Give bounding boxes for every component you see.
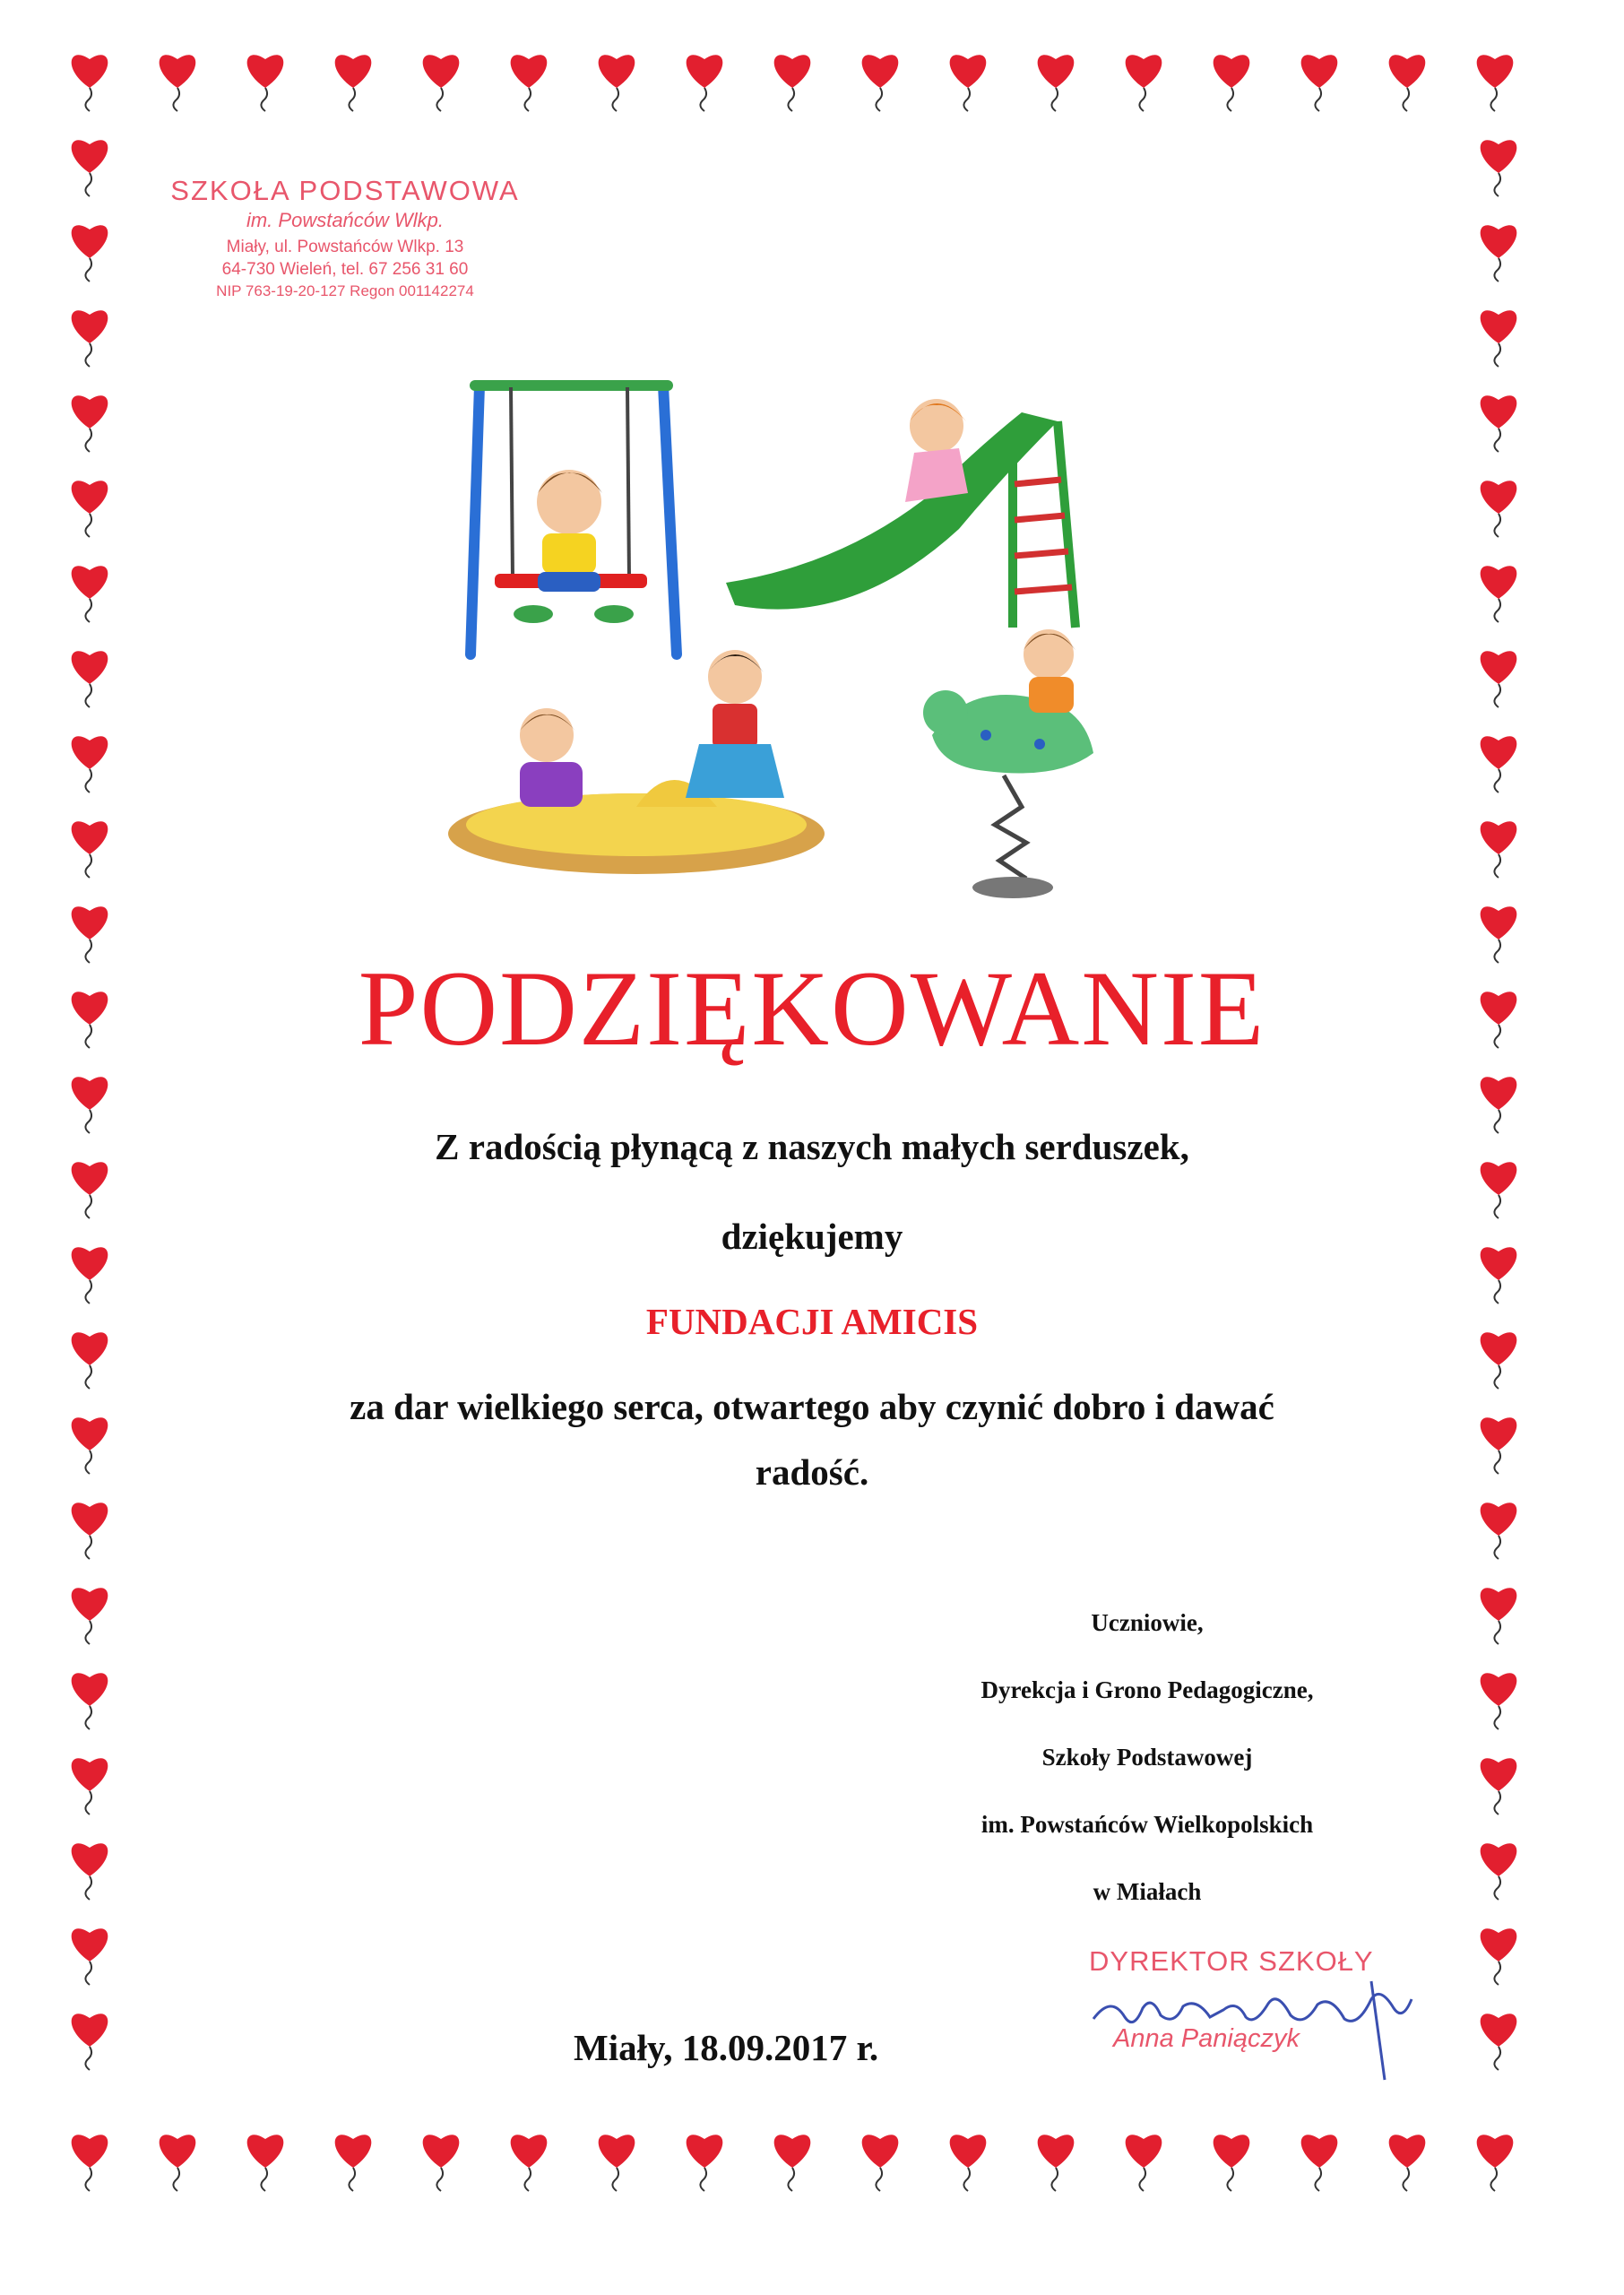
heart-balloon-icon [862,2135,899,2191]
heart-balloon-icon [72,1758,108,1814]
heart-balloon-icon [1481,1843,1517,1900]
heart-balloon-icon [72,395,108,452]
slide-icon [726,399,1075,628]
heart-balloon-icon [160,2135,196,2191]
heart-balloon-icon [72,2135,108,2191]
heart-balloon-icon [72,1162,108,1218]
heart-balloon-icon [1477,2135,1514,2191]
heart-balloon-icon [862,55,899,111]
heart-balloon-icon [1481,736,1517,792]
gift-line-end: radość. [755,1451,869,1493]
spring-rider-icon [923,629,1093,898]
heart-balloon-icon [1481,1758,1517,1814]
heart-balloon-icon [1481,140,1517,196]
signature-place: w Miałach [1093,1878,1202,1905]
heart-balloon-icon [1481,1928,1517,1985]
heart-balloon-icon [72,310,108,367]
heart-balloon-icon [72,1928,108,1985]
heart-balloon-icon [72,481,108,537]
heart-balloon-icon [1301,2135,1338,2191]
sandbox-icon [448,650,825,874]
heart-balloon-icon [1301,55,1338,111]
heart-balloon-icon [1481,651,1517,707]
heart-balloon-icon [511,55,548,111]
stamp-nip-regon: NIP 763-19-20-127 Regon 001142274 [216,282,474,299]
signature-school: Szkoły Podstawowej [1041,1744,1253,1771]
heart-balloon-icon [1481,1247,1517,1303]
heart-balloon-icon [72,2014,108,2070]
heart-balloon-icon [687,2135,723,2191]
heart-balloon-icon [72,1588,108,1644]
heart-balloon-icon [72,1843,108,1900]
heart-balloon-icon [1038,2135,1075,2191]
director-stamp [1075,1945,1452,2054]
heart-balloon-icon [72,566,108,622]
heart-balloon-icon [72,821,108,878]
heart-balloon-icon [72,140,108,196]
heart-balloon-icon [774,55,811,111]
heart-balloon-icon [1481,1503,1517,1559]
intro-line: Z radością płynącą z naszych małych serduszek, [435,1126,1189,1167]
stamp-school-name: SZKOŁA PODSTAWOWA [170,175,520,206]
heart-balloon-icon [1481,1588,1517,1644]
heart-balloon-icon [72,1247,108,1303]
heart-balloon-icon [1481,225,1517,281]
heart-balloon-icon [511,2135,548,2191]
heart-balloon-icon [774,2135,811,2191]
gift-line: za dar wielkiego serca, otwartego aby czynić dobro i dawać [350,1386,1274,1427]
heart-balloon-icon [72,1503,108,1559]
thanks-line: dziękujemy [721,1216,903,1257]
heart-balloon-icon [1481,1077,1517,1133]
heart-balloon-icon [335,2135,372,2191]
heart-balloon-icon [1389,55,1426,111]
heart-balloon-icon [72,55,108,111]
heart-balloon-icon [247,2135,284,2191]
signature-students: Uczniowie, [1091,1609,1204,1636]
heart-balloon-icon [1126,55,1162,111]
heart-balloon-icon [1481,2014,1517,2070]
heart-balloon-icon [72,225,108,281]
director-stamp-title: DYREKTOR SZKOŁY [1089,1945,1374,1977]
stamp-address: Miały, ul. Powstańców Wlkp. 13 [226,238,464,256]
heart-balloon-icon [1481,395,1517,452]
playground-illustration [430,359,1165,914]
heart-balloon-icon [72,1417,108,1474]
heart-balloon-icon [72,1077,108,1133]
heart-balloon-icon [1214,2135,1250,2191]
date-place: Miały, 18.09.2017 r. [574,2027,879,2068]
heart-balloon-icon [72,1673,108,1729]
signature-patron: im. Powstańców Wielkopolskich [980,1811,1314,1838]
heart-balloon-icon [72,1332,108,1389]
heart-balloon-icon [1481,1162,1517,1218]
heart-balloon-icon [72,736,108,792]
heart-balloon-icon [1481,481,1517,537]
heart-balloon-icon [950,2135,987,2191]
heart-balloon-icon [1481,1673,1517,1729]
heart-balloon-icon [687,55,723,111]
signature-staff: Dyrekcja i Grono Pedagogiczne, [980,1676,1314,1703]
heart-balloon-icon [1126,2135,1162,2191]
stamp-city-phone: 64-730 Wieleń, tel. 67 256 31 60 [221,260,469,279]
stamp-school-patron: im. Powstańców Wlkp. [246,209,445,231]
heart-balloon-icon [1389,2135,1426,2191]
heart-balloon-icon [599,55,635,111]
heart-balloon-icon [1481,821,1517,878]
heart-balloon-icon [335,55,372,111]
heart-balloon-icon [72,651,108,707]
heart-balloon-icon [1214,55,1250,111]
heart-balloon-icon [1038,55,1075,111]
swing-icon [471,385,677,654]
heart-balloon-icon [599,2135,635,2191]
heart-balloon-icon [247,55,284,111]
heart-balloon-icon [1481,566,1517,622]
director-stamp-name: Anna Paniączyk [1113,2024,1300,2053]
heart-balloon-icon [423,2135,460,2191]
handwritten-signature [1075,1945,1452,2098]
heart-balloon-icon [160,55,196,111]
heart-balloon-icon [1481,1332,1517,1389]
heart-balloon-icon [423,55,460,111]
recipient-name: FUNDACJI AMICIS [645,1301,979,1342]
heart-balloon-icon [1481,310,1517,367]
heart-balloon-icon [950,55,987,111]
heart-balloon-icon [1481,1417,1517,1474]
document-title: PODZIĘKOWANIE [358,948,1266,1068]
heart-balloon-icon [1477,55,1514,111]
school-stamp [157,175,533,300]
